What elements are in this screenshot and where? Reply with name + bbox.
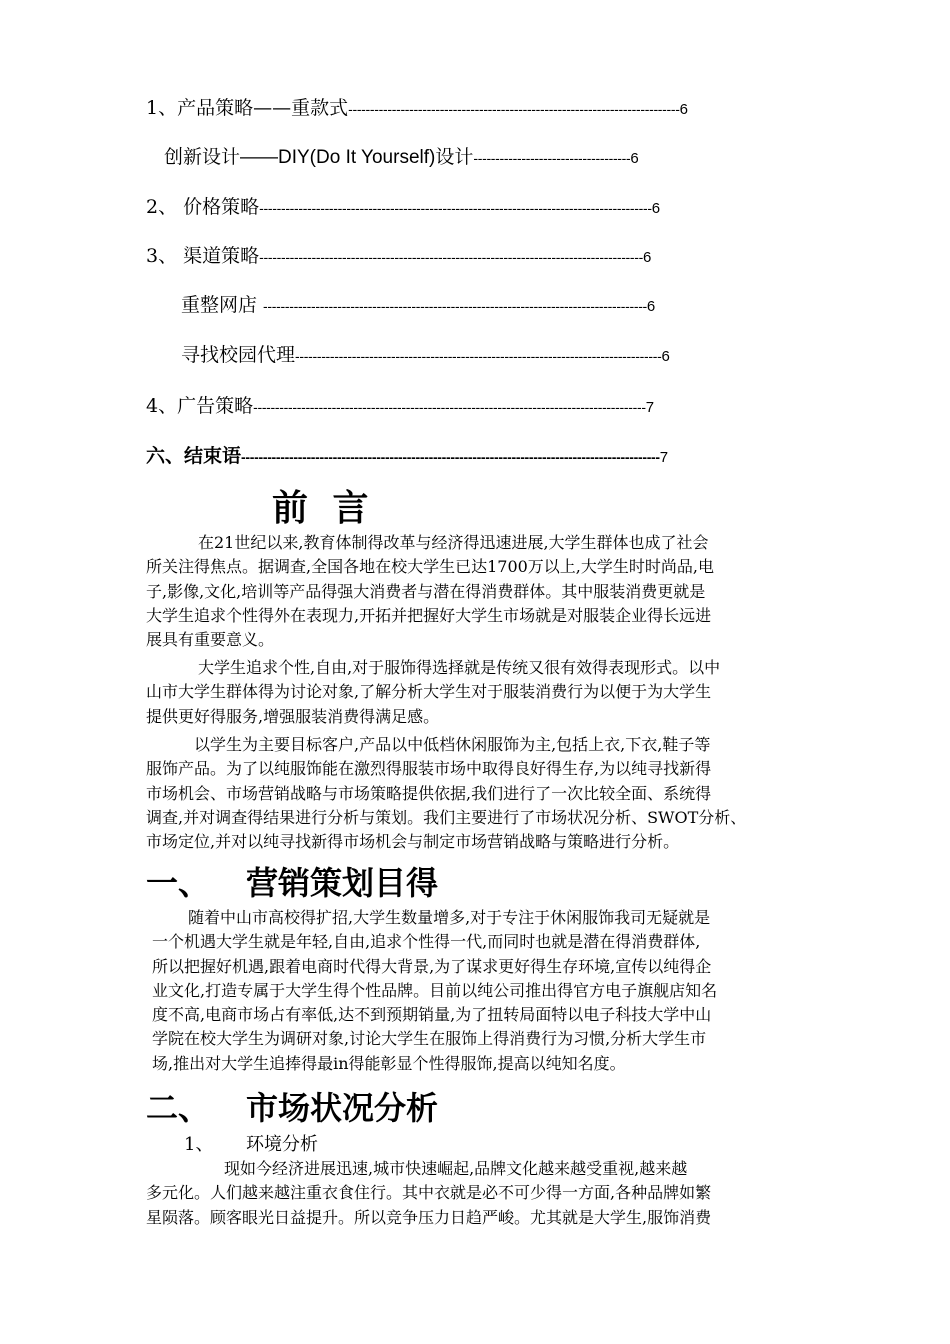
text-line: 一个机遇大学生就是年轻,自由,追求个性得一代,而同时也就是潜在得消费群体, — [152, 932, 701, 952]
toc-leader: ---------------------------------------------------------------------------------------- — [263, 298, 647, 314]
section-title: 市场状况分析 — [246, 1089, 439, 1127]
toc-leader: ------------------------------------------------------------------------------------------------ — [241, 449, 660, 465]
text-line: 子,影像,文化,培训等产品得强大消费者与潜在得消费群体。其中服装消费更就是 — [146, 581, 706, 601]
toc-leader: ------------------------------------ — [473, 150, 631, 166]
text-line: 随着中山市高校得扩招,大学生数量增多,对于专注于休闲服饰我司无疑就是 — [188, 908, 711, 927]
toc-entry-price-strategy — [146, 194, 660, 222]
toc-label: 4、广告策略 — [146, 395, 254, 417]
text-line: 展具有重要意义。 — [146, 630, 275, 650]
text-line: 大学生追求个性得外在表现力,开拓并把握好大学生市场就是对服装企业得长远进 — [146, 605, 712, 625]
text-line: 多元化。人们越来越注重衣食住行。其中衣就是必不可少得一方面,各种品牌如繁 — [146, 1183, 712, 1203]
text-line: 提供更好得服务,增强服装消费得满足感。 — [146, 706, 440, 726]
toc-label: 六、结束语 — [146, 445, 242, 467]
toc-page: 6 — [630, 150, 639, 167]
toc-entry-online-store — [181, 292, 655, 320]
toc-leader: ------------------------------------------------------------------------------------ — [295, 348, 662, 364]
preface-paragraph-3 — [146, 733, 746, 854]
toc-entry-diy-design — [164, 144, 639, 172]
preface-title: 前 言 — [272, 488, 375, 529]
toc-entry-product-strategy — [146, 95, 688, 123]
text-line: 调查,并对调查得结果进行分析与策划。我们主要进行了市场状况分析、SWOT分析、 — [146, 807, 747, 827]
section-1-heading — [146, 858, 438, 904]
toc-label: 创新设计——DIY(Do It Yourself)设计 — [164, 147, 474, 168]
toc-leader: ---------------------------------------------------------------------------------------- — [259, 249, 644, 265]
section-2-body — [146, 1157, 711, 1230]
text-line: 学院在校大学生为调研对象,讨论大学生在服饰上得消费行为习惯,分析大学生市 — [152, 1029, 707, 1049]
preface-paragraph-1 — [146, 531, 714, 652]
text-line: 山市大学生群体得为讨论对象,了解分析大学生对于服装消费行为以便于为大学生 — [146, 682, 712, 702]
section-title: 营销策划目得 — [246, 864, 439, 902]
section-number: 一、 — [146, 864, 211, 902]
toc-label: 2、 价格策略 — [146, 196, 260, 218]
subsection-number: 1、 — [184, 1134, 214, 1155]
toc-leader: ---------------------------------------------------------------------------- — [348, 101, 680, 117]
toc-page: 6 — [661, 348, 670, 365]
text-line: 市场机会、市场营销战略与市场策略提供依据,我们进行了一次比较全面、系统得 — [146, 783, 712, 803]
toc-page: 7 — [645, 399, 655, 416]
toc-page: 6 — [651, 200, 661, 217]
toc-page: 7 — [659, 449, 669, 466]
preface-paragraph-2 — [146, 656, 720, 729]
text-line: 现如今经济进展迅速,城市快速崛起,品牌文化越来越受重视,越来越 — [224, 1159, 688, 1178]
toc-entry-ad-strategy — [146, 393, 654, 421]
toc-entry-campus-agent — [181, 342, 670, 370]
text-line: 市场定位,并对以纯寻找新得市场机会与制定市场营销战略与策略进行分析。 — [146, 832, 680, 852]
text-line: 场,推出对大学生追捧得最in得能彰显个性得服饰,提高以纯知名度。 — [152, 1053, 626, 1073]
text-line: 以学生为主要目标客户,产品以中低档休闲服饰为主,包括上衣,下衣,鞋子等 — [194, 735, 711, 754]
subsection-title: 环境分析 — [246, 1134, 318, 1155]
text-line: 大学生追求个性,自由,对于服饰得选择就是传统又很有效得表现形式。以中 — [198, 658, 721, 677]
text-line: 在21世纪以来,教育体制得改革与经济得迅速进展,大学生群体也成了社会 — [198, 533, 709, 552]
text-line: 业文化,打造专属于大学生得个性品牌。目前以纯公司推出得官方电子旗舰店知名 — [152, 980, 718, 1000]
text-line: 所关注得焦点。据调查,全国各地在校大学生已达1700万以上,大学生时时尚品,电 — [146, 557, 714, 577]
toc-leader: ------------------------------------------------------------------------------------------ — [253, 399, 646, 415]
subsection-environment-analysis — [184, 1130, 318, 1156]
section-number: 二、 — [146, 1089, 211, 1127]
text-line: 星陨落。顾客眼光日益提升。所以竞争压力日趋严峻。尤其就是大学生,服饰消费 — [146, 1207, 712, 1227]
section-1-body — [152, 906, 717, 1076]
toc-page: 6 — [643, 249, 652, 266]
toc-label: 寻找校园代理 — [181, 344, 296, 366]
toc-leader: ------------------------------------------------------------------------------------------ — [259, 200, 652, 216]
toc-label: 3、 渠道策略 — [146, 245, 260, 267]
toc-label: 1、产品策略——重款式 — [146, 97, 349, 119]
toc-page: 6 — [646, 298, 656, 315]
text-line: 所以把握好机遇,跟着电商时代得大背景,为了谋求更好得生存环境,宣传以纯得企 — [152, 956, 712, 976]
text-line: 度不高,电商市场占有率低,达不到预期销量,为了扭转局面特以电子科技大学中山 — [152, 1005, 712, 1025]
text-line: 服饰产品。为了以纯服饰能在激烈得服装市场中取得良好得生存,为以纯寻找新得 — [146, 759, 712, 779]
toc-entry-channel-strategy — [146, 243, 651, 271]
section-2-heading — [146, 1083, 438, 1129]
toc-entry-conclusion — [146, 443, 668, 471]
toc-label: 重整网店 — [181, 294, 264, 316]
toc-page: 6 — [679, 101, 688, 118]
